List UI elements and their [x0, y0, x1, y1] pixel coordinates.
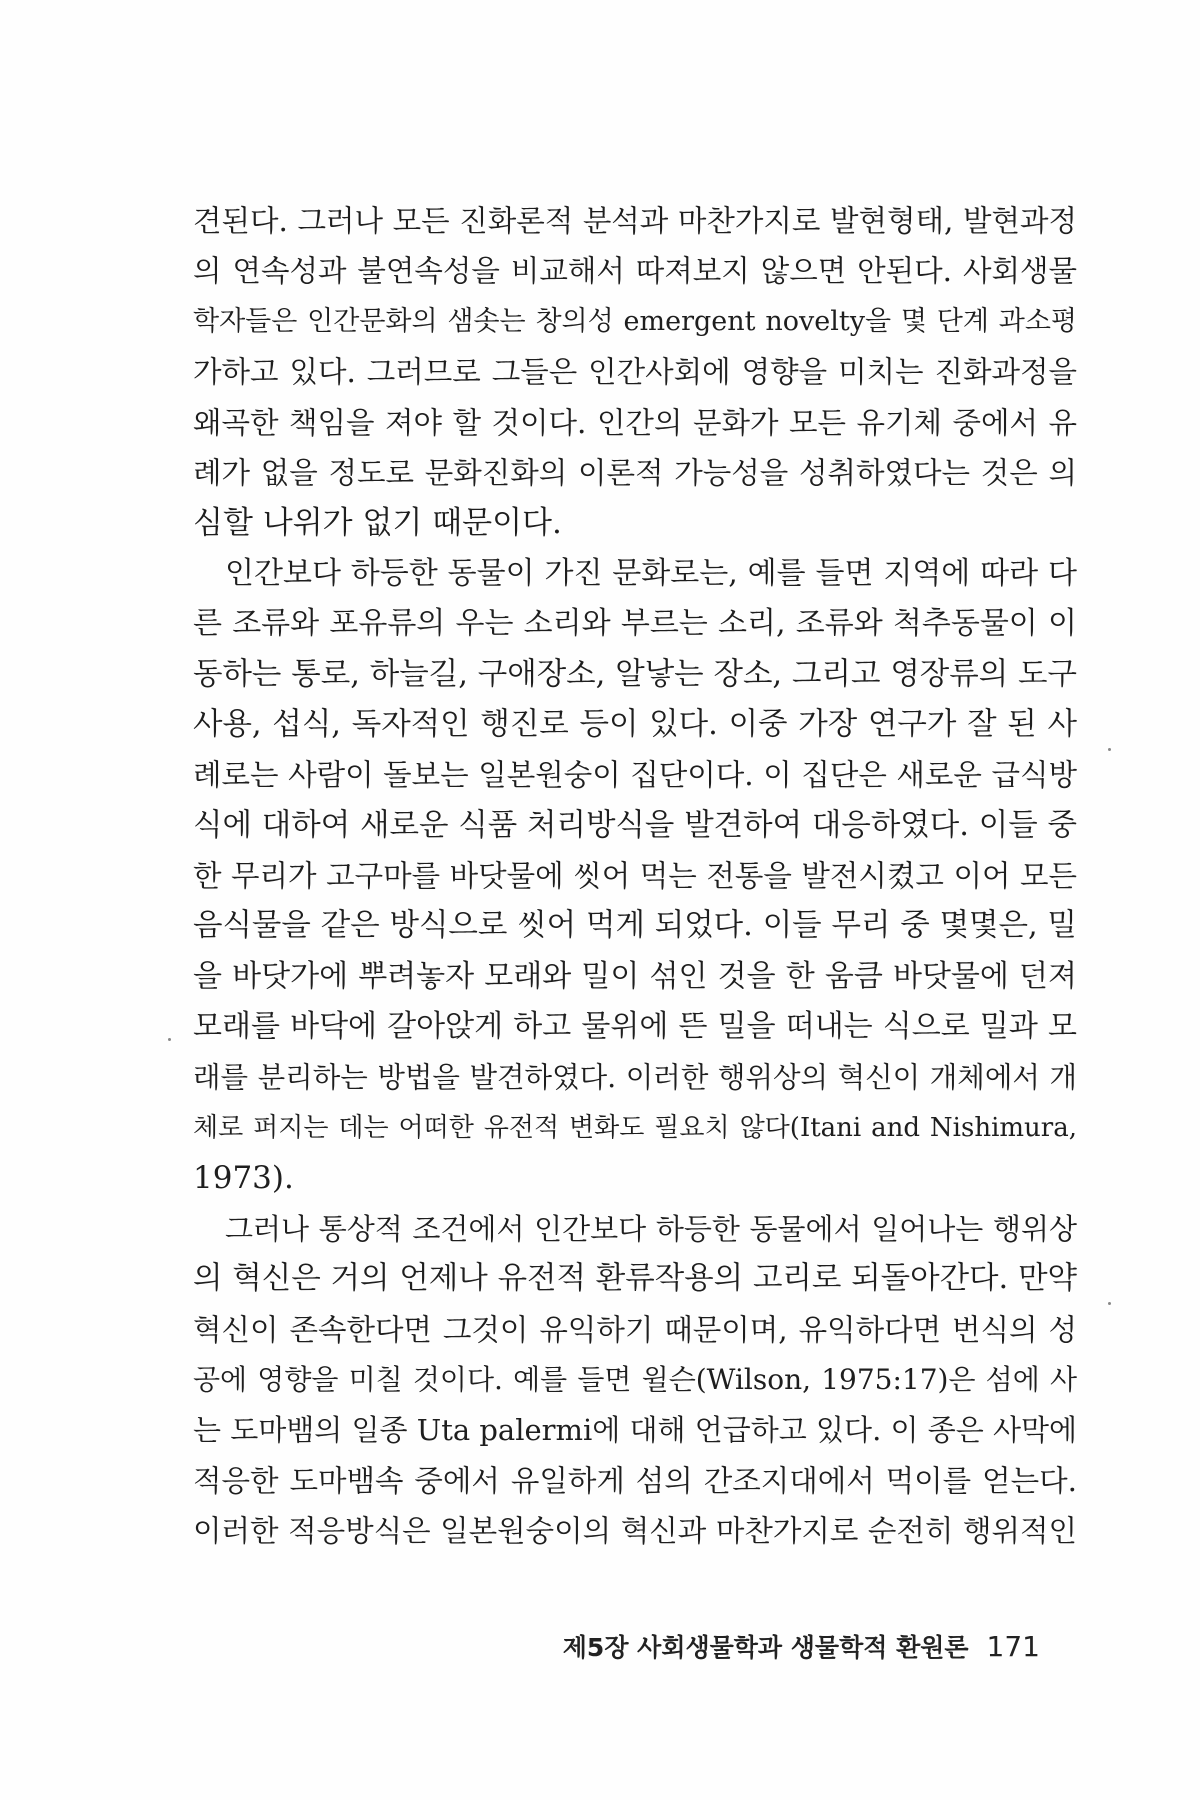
- text-line: 례로는 사람이 돌보는 일본원숭이 집단이다. 이 집단은 새로운 급식방: [193, 758, 1077, 793]
- text-line: 심할 나위가 없기 때문이다.: [193, 505, 562, 542]
- text-line: 동하는 통로, 하늘길, 구애장소, 알낳는 장소, 그리고 영장류의 도구: [193, 656, 1077, 692]
- body-text: [193, 196, 1077, 1557]
- scan-speck: [168, 1038, 171, 1041]
- text-line: 례가 없을 정도로 문화진화의 이론적 가능성을 성취하였다는 것은 의: [193, 455, 1077, 490]
- text-line: 한 무리가 고구마를 바닷물에 씻어 먹는 전통을 발전시켰고 이어 모든: [193, 859, 1077, 894]
- text-line: 체로 퍼지는 데는 어떠한 유전적 변화도 필요치 않다(Itani and Nishimura,: [193, 1113, 1077, 1144]
- text-line: 른 조류와 포유류의 우는 소리와 부르는 소리, 조류와 척추동물이 이: [193, 606, 1077, 642]
- text-line: 인간보다 하등한 동물이 가진 문화로는, 예를 들면 지역에 따라 다: [225, 555, 1077, 591]
- text-line: 래를 분리하는 방법을 발견하였다. 이러한 행위상의 혁신이 개체에서 개: [193, 1060, 1077, 1094]
- text-line: 사용, 섭식, 독자적인 행진로 등이 있다. 이중 가장 연구가 잘 된 사: [193, 706, 1077, 742]
- scan-speck: [1108, 748, 1111, 751]
- text-line: 식에 대하여 새로운 식품 처리방식을 발견하여 대응하였다. 이들 중: [193, 807, 1077, 843]
- text-line: 혁신이 존속한다면 그것이 유익하기 때문이며, 유익하다면 번식의 성: [193, 1312, 1077, 1347]
- page-number: 171: [986, 1630, 1040, 1663]
- text-line: 공에 영향을 미칠 것이다. 예를 들면 윌슨(Wilson, 1975:17)은 섬에 사: [193, 1362, 1077, 1396]
- text-line: 모래를 바닥에 갈아앉게 하고 물위에 뜬 밀을 떠내는 식으로 밀과 모: [193, 1009, 1077, 1045]
- running-footer: [563, 1628, 1040, 1664]
- text-line: 이러한 적응방식은 일본원숭이의 혁신과 마찬가지로 순전히 행위적인: [193, 1514, 1077, 1549]
- text-line: 가하고 있다. 그러므로 그들은 인간사회에 영향을 미치는 진화과정을: [193, 355, 1077, 390]
- text-line: 왜곡한 책임을 져야 할 것이다. 인간의 문화가 모든 유기체 중에서 유: [193, 405, 1077, 440]
- text-line: 의 연속성과 불연속성을 비교해서 따져보지 않으면 안된다. 사회생물: [193, 254, 1077, 289]
- text-line: 는 도마뱀의 일종 Uta palermi에 대해 언급하고 있다. 이 종은 사막에: [193, 1413, 1077, 1448]
- text-line: 의 혁신은 거의 언제나 유전적 환류작용의 고리로 되돌아간다. 만약: [193, 1261, 1077, 1297]
- text-line: 학자들은 인간문화의 샘솟는 창의성 emergent novelty을 몇 단계 과소평: [193, 305, 1077, 337]
- text-line: 1973).: [193, 1160, 294, 1197]
- text-line: 그러나 통상적 조건에서 인간보다 하등한 동물에서 일어나는 행위상: [225, 1211, 1077, 1246]
- chapter-title: 제5장 사회생물학과 생물학적 환원론: [562, 1633, 969, 1662]
- text-line: 을 바닷가에 뿌려놓자 모래와 밀이 섞인 것을 한 움큼 바닷물에 던져: [193, 958, 1077, 994]
- text-line: 견된다. 그러나 모든 진화론적 분석과 마찬가지로 발현형태, 발현과정: [193, 204, 1077, 238]
- text-line: 적응한 도마뱀속 중에서 유일하게 섬의 간조지대에서 먹이를 얻는다.: [193, 1463, 1077, 1498]
- text-line: 음식물을 같은 방식으로 씻어 먹게 되었다. 이들 무리 중 몇몇은, 밀: [193, 908, 1077, 944]
- scan-speck: [1108, 1302, 1111, 1305]
